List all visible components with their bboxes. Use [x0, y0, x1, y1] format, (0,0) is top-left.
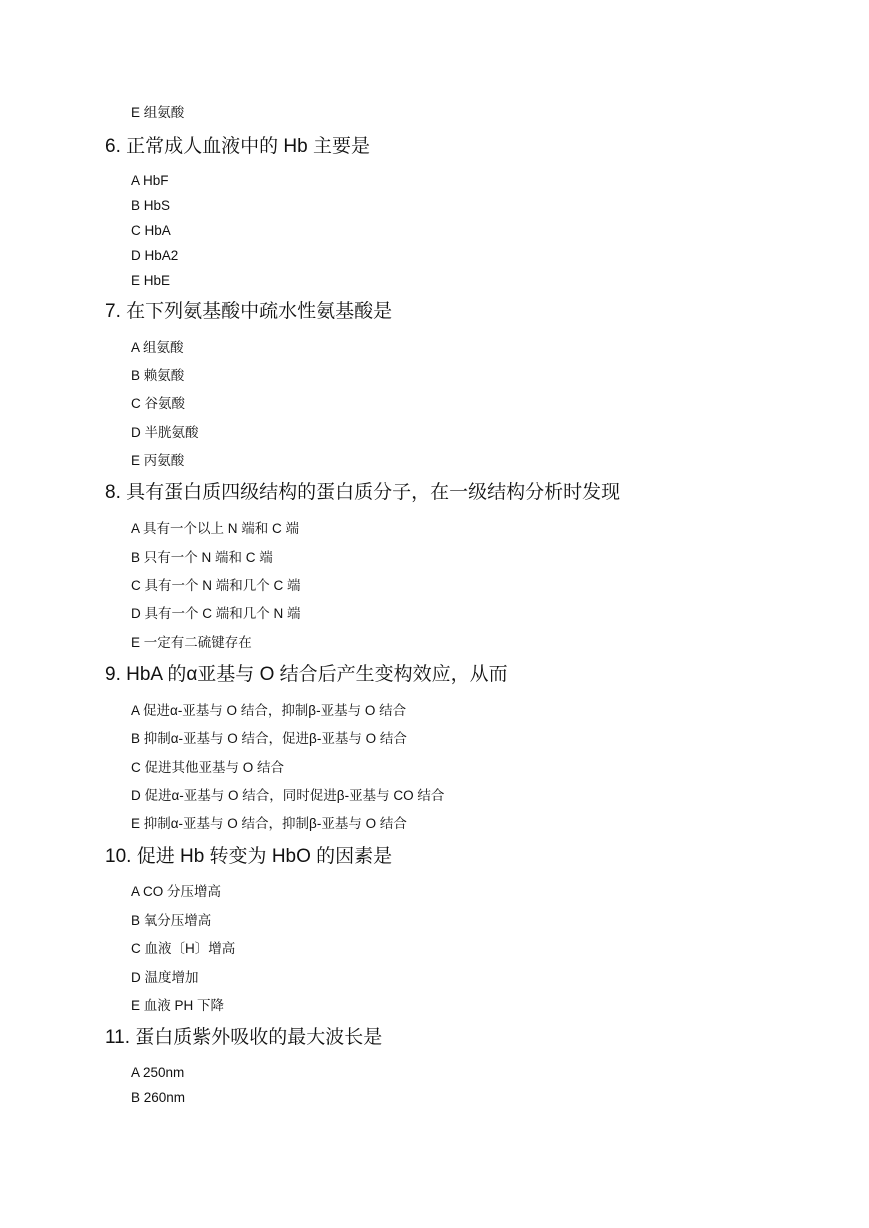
option-item: B HbS [131, 198, 171, 213]
option-item: A 具有一个以上 N 端和 C 端 [131, 521, 300, 536]
option-item: C 具有一个 N 端和几个 C 端 [131, 578, 301, 593]
option-item: D 促进α-亚基与 O 结合，同时促进β-亚基与 CO 结合 [131, 788, 445, 803]
option-item: B 赖氨酸 [131, 368, 185, 383]
option-item: A HbF [131, 173, 169, 188]
question-title: 11. 蛋白质紫外吸收的最大波长是 [105, 1027, 383, 1048]
question-title: 7. 在下列氨基酸中疏水性氨基酸是 [105, 301, 393, 322]
option-item: E 一定有二硫键存在 [131, 635, 252, 650]
option-item: A 250nm [131, 1065, 185, 1080]
option-item: B 只有一个 N 端和 C 端 [131, 550, 273, 565]
option-item: E 组氨酸 [131, 105, 185, 120]
option-item: C 促进其他亚基与 O 结合 [131, 760, 285, 775]
option-item: B 抑制α-亚基与 O 结合，促进β-亚基与 O 结合 [131, 731, 407, 746]
option-item: C 谷氨酸 [131, 396, 185, 411]
option-item: D 具有一个 C 端和几个 N 端 [131, 606, 301, 621]
option-item: B 260nm [131, 1090, 186, 1105]
option-item: C HbA [131, 223, 171, 238]
option-item: E 丙氨酸 [131, 453, 185, 468]
option-item: A CO 分压增高 [131, 884, 222, 899]
option-item: E HbE [131, 273, 171, 288]
option-item: A 促进α-亚基与 O 结合，抑制β-亚基与 O 结合 [131, 703, 407, 718]
option-item: A 组氨酸 [131, 340, 184, 355]
option-item: E 抑制α-亚基与 O 结合，抑制β-亚基与 O 结合 [131, 816, 407, 831]
question-title: 6. 正常成人血液中的 Hb 主要是 [105, 136, 370, 157]
option-item: D 温度增加 [131, 970, 199, 985]
question-title: 10. 促进 Hb 转变为 HbO 的因素是 [105, 846, 393, 867]
question-title: 8. 具有蛋白质四级结构的蛋白质分子，在一级结构分析时发现 [105, 482, 621, 503]
option-item: B 氧分压增高 [131, 913, 212, 928]
option-item: E 血液 PH 下降 [131, 998, 225, 1013]
question-title: 9. HbA 的α亚基与 O 结合后产生变构效应，从而 [105, 664, 508, 685]
option-item: D 半胱氨酸 [131, 425, 199, 440]
option-item: C 血液〔H〕增高 [131, 941, 236, 956]
option-item: D HbA2 [131, 248, 179, 263]
